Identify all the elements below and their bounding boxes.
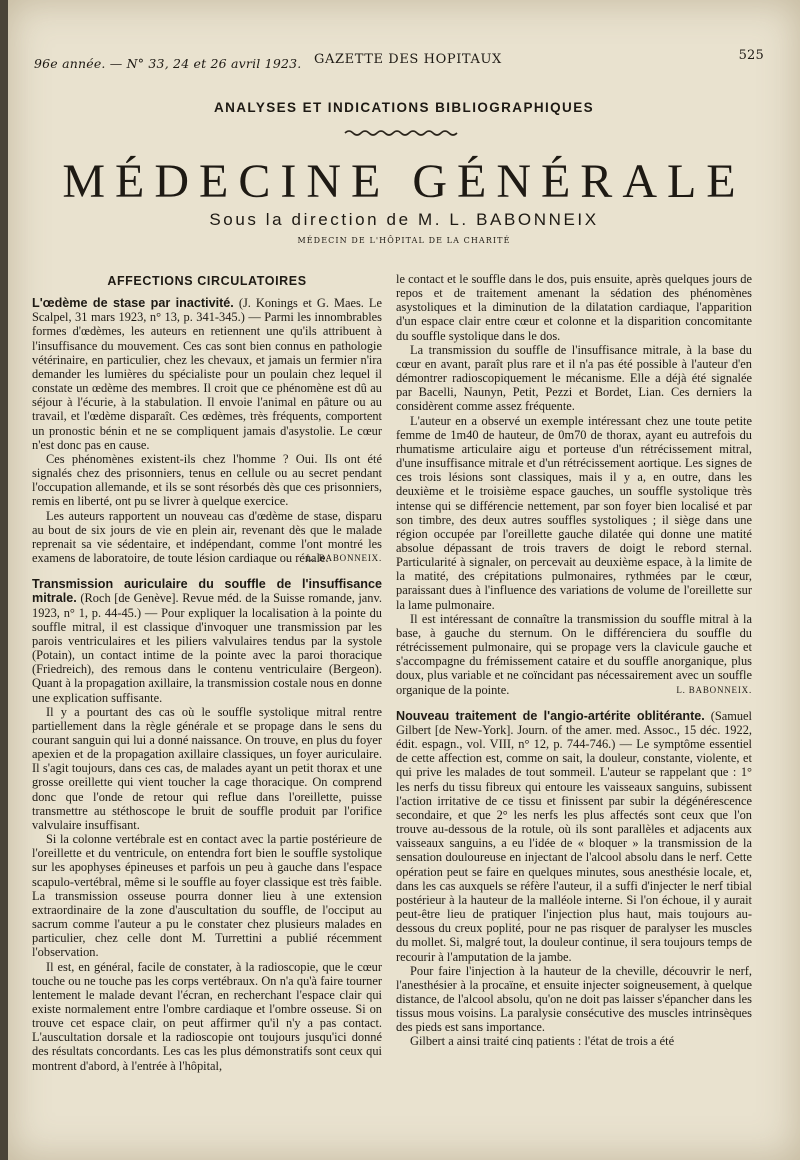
section-title: ANALYSES ET INDICATIONS BIBLIOGRAPHIQUES (213, 100, 595, 115)
article-paragraph: Il est intéressant de connaître la transmission du souffle mitral à la base, à gauche du sternum. On le différenciera du souffle du rétrécissement pulmonaire, qui se propage vers la clavicule gauche et s'accompagne du frémissement cataire et du souffle anorganique, plus doux, plus variable et ne coïncidant pas nécessairement avec un souffle organique de la pointe. (396, 611, 752, 697)
running-header (34, 48, 764, 72)
article-paragraph: Gilbert a ainsi traité cinq patients : l'état de trois a été (410, 1034, 675, 1049)
rubric-heading: AFFECTIONS CIRCULATOIRES (107, 274, 307, 288)
article-paragraph: Il y a pourtant des cas où le souffle systolique mitral rentre partiellement dans la règle générale et se propage dans le sens du courant sanguin qui lui a donné naissance. On trouve, en plus du foyer apexien et de la propagation axillaire classiques, un foyer auriculaire. Il s'agit toujours, dans ces cas, de malades ayant un petit thorax et une grosse oreillette qui vient toucher la cage thoracique. On comprend donc que l'onde de retour qui reflue dans l'oreillette, puisse transmettre au stéthoscope le bruit de souffle produit par l'orifice valvulaire insuffisant. (32, 704, 382, 832)
right-column (396, 272, 752, 1147)
article-paragraph: Nouveau traitement de l'angio-artérite oblitérante. (Samuel Gilbert [de New-York]. Journ. of the amer. med. Assoc., 15 déc. 1922, édit. espagn., vol. VIII, n° 12, p. 744-746.) — Le symptôme essentiel de cette affection est, comme on sait, la douleur, constante, violente, et qui prive les malades de tout sommeil. L'auteur se rappelant que : 1° les nerfs du tissu fibreux qui entoure les vaisseaux sanguins, subissent l'action irritative de ce tissu et finissent par subir la dégénérescence secondaire, et que 2° les nerfs les plus affectés sont ceux que l'on trouve au-dessous de la rotule, où ils sont parallèles et adjacents aux vaisseaux sanguins, a eu l'idée de « bloquer » la transmission de la sensation douloureuse en injectant de l'alcool absolu dans le nerf. Cette opération peut se faire en quelques minutes, sous anesthésie locale, et, dans les cas auxquels se réfère l'auteur, il a suffi d'injecter le nerf tibial postérieur à la hauteur de la malléole interne. Si l'on échoue, il y aurait peut-être lieu de pratiquer l'injection plus haut, mais toujours au-dessous du creux poplité, pour ne pas risquer de paralyser les muscles du mollet. Si, malgré tout, la douleur continue, il sera toujours temps de recourir à l'amputation de la jambe. (396, 708, 752, 964)
main-title: MÉDECINE GÉNÉRALE (62, 155, 746, 208)
direction-line: Sous la direction de M. L. BABONNEIX (209, 210, 599, 229)
article-paragraph: Si la colonne vertébrale est en contact avec la partie postérieure de l'oreillette et du ventricule, on entendra fort bien le souffle systolique sur les apophyses épineuses et parfois un peu à gauche dans l'espace scapulo-vertébral, même si le souffle au foyer classique est très faible. La transmission osseuse pourra donner lieu à une extension extraordinaire de la zone d'auscultation du souffle, de l'occiput au sacrum comme l'auteur a pu le constater chez plusieurs malades en particulier, chez celle dont M. Turrettini a publié récemment l'observation. (32, 832, 382, 960)
journal-page (8, 0, 800, 1160)
author-signature: L. BABONNEIX. (306, 553, 382, 564)
article-title: L'œdème de stase par inactivité. (32, 296, 234, 311)
journal-name: GAZETTE DES HOPITAUX (314, 52, 502, 67)
page-number: 525 (738, 48, 764, 63)
article-title: Nouveau traitement de l'angio-artérite oblitérante. (396, 708, 705, 723)
issue-info: 96e année. — N° 33, 24 et 26 avril 1923. (34, 56, 302, 71)
article-paragraph: La transmission du souffle de l'insuffisance mitrale, à la base du cœur en avant, paraît plus rare et il n'a pas été possible à l'auteur d'en démontrer radioscopiquement le mécanisme. Elle a déjà été signalée par Bacelli, Naunyn, Petit, Pezzi et Bordet, Lian. Ces derniers la considèrent comme assez fréquente. (396, 342, 752, 414)
article-paragraph: le contact et le souffle dans le dos, puis ensuite, après quelques jours de repos et de traitement amenant la sédation des phénomènes asystoliques et la diminution de la dilatation cardiaque, l'apparition d'un espace clair entre cœur et colonne et la disparition concomitante du souffle systolique dans le dos. (396, 272, 752, 343)
author-signature: L. BABONNEIX. (676, 684, 752, 695)
article-paragraph: L'œdème de stase par inactivité. (J. Konings et G. Maes. Le Scalpel, 31 mars 1923, n° 13, p. 341-345.) — Parmi les innombrables formes d'œdèmes, les auteurs en retiennent une qu'ils attribuent à l'insuffisance du mouvement. Ces cas sont bien connus en pathologie vétérinaire, en particulier, chez les chevaux, et jamais un fermier n'ira demander les lumières du spécialiste pour un poulain chez lequel il constate un œdème des membres. Il croit que ce phénomène est dû au séjour à l'écurie, à la stabulation. Il envoie l'animal en pâture ou au travail, et l'œdème disparaît. Ces œdèmes, très fréquents, comportent un pronostic bénin et ne se compliquent jamais d'asystolie. Le cœur n'est donc pas en cause. (32, 296, 382, 452)
article-paragraph: Pour faire l'injection à la hauteur de la cheville, découvrir le nerf, l'anesthésier à la procaïne, et ensuite injecter soigneusement, à quelque distance, de l'alcool absolu, qu'on ne doit pas laisser s'épancher dans les tissus mous voisins. La paralysie consécutive des muscles intrinsèques des pieds est sans importance. (396, 963, 752, 1035)
article-paragraph: Ces phénomènes existent-ils chez l'homme ? Oui. Ils ont été signalés chez des prisonniers, tenus en cellule ou au secret pendant l'occupation allemande, et ils se sont résorbés dès que ces prisonniers, remis en liberté, ont pu se livrer à quelque exercice. (32, 451, 382, 509)
director-title: MÉDECIN DE L'HÔPITAL DE LA CHARITÉ (297, 236, 511, 245)
article-paragraph: L'auteur en a observé un exemple intéressant chez une toute petite femme de 1m40 de hauteur, de 0m70 de thorax, ayant eu autrefois du rhumatisme articulaire aigu et porteuse d'un rétrécissement mitral, d'une insuffisance mitrale et d'un rétrécissement aortique. Les signes de ces trois lésions sont classiques, mais il y a, en outre, dans les deuxième et le troisième espace gauches, un souffle systolique très intense qui se différencie nettement, par son foyer bien localisé et par son timbre, des deux autres souffles systoliques ; il siège dans une région occupée par l'oreillette gauche dilatée qui donne une matité absolue dépassant de trois travers de doigt le rebord sternal. Particularité à signaler, on percevait au deuxième espace, à la limite de la matité, des crépitations pulmonaires, rythmées par le cœur, paraissant dues à l'influence des variations de volume de l'oreillette sur la lame pulmonaire. (396, 413, 752, 612)
article-paragraph: Il est, en général, facile de constater, à la radioscopie, que le cœur touche ou ne touche pas les corps vertébraux. On n'a qu'à faire tourner lentement le malade devant l'écran, en recherchant l'espace clair qui existe normalement entre l'ombre cardiaque et l'ombre osseuse. Si on trouve cet espace clair, on peut affirmer qu'il n'y a pas contact. L'auscultation dorsale et la radioscopie ont toujours jusqu'ici donné des résultats concordants. Les cas les plus démonstratifs sont ceux qui montrent d'abord, à l'entrée à l'hôpital, (32, 959, 382, 1073)
wavy-ornament-icon (343, 128, 461, 138)
left-column (32, 272, 382, 1147)
article-title: Transmission auriculaire du souffle de l'insuffisance mitrale. (32, 577, 382, 606)
article-paragraph: Les auteurs rapportent un nouveau cas d'œdème de stase, disparu au bout de six jours de vie en plein air, revenant dès que le malade reprenait sa vie sédentaire, et indépendant, comme l'ont montré les examens de laboratoire, de toute lésion cardiaque ou rénale. (32, 508, 382, 565)
article-paragraph: Transmission auriculaire du souffle de l'insuffisance mitrale. (Roch [de Genève]. Revue méd. de la Suisse romande, janv. 1923, n° 1, p. 44-45.) — Pour expliquer la localisation à la pointe du souffle mitral, il est classique d'invoquer une transmission par les parois ventriculaires et les piliers valvulaires tendus par la systole (Potain), un contact intime de la pointe avec la paroi thoracique (Friedreich), des remous dans le contenu ventriculaire (Bergeon). Quant à la propagation axillaire, la transmission costale nous en donne une explication suffisante. (32, 577, 382, 705)
